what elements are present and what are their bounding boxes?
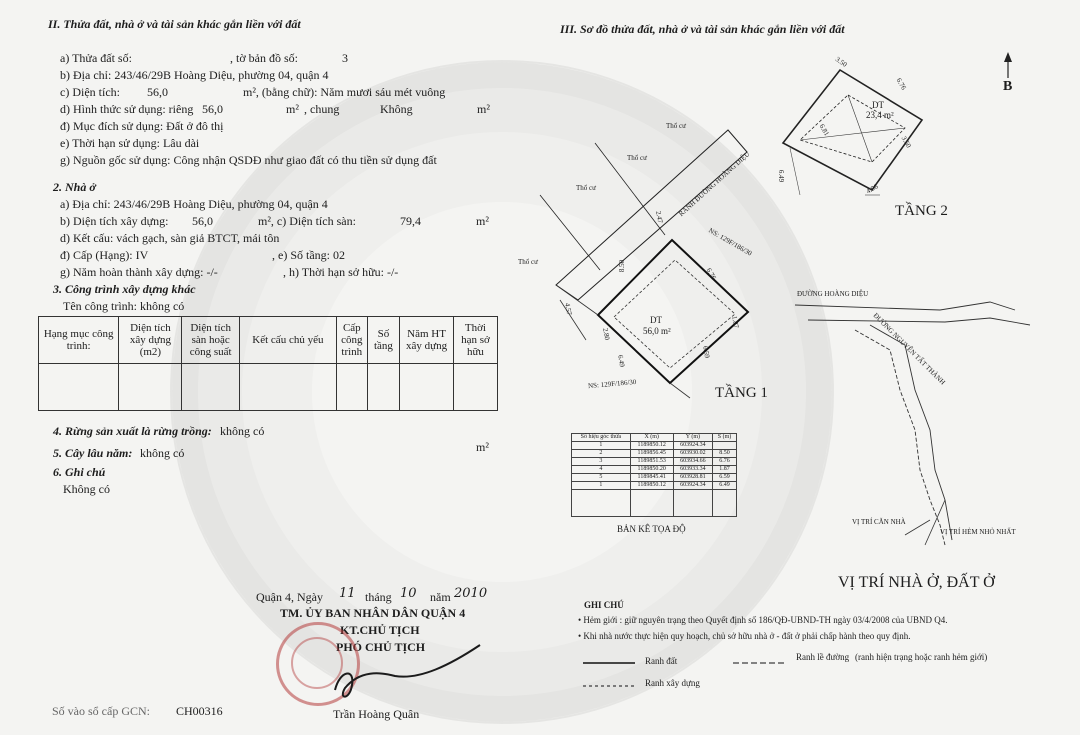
notes-heading: 6. Ghi chú xyxy=(53,465,106,479)
coords-header-cell: X (m) xyxy=(630,434,673,442)
coords-cell: 603928.81 xyxy=(673,474,712,482)
coords-cell: 8.50 xyxy=(713,450,737,458)
date-month: 10 xyxy=(400,586,417,601)
usage-form-shared: , chung xyxy=(304,102,340,116)
legend-ranh-le-note: (ranh hiện trạng hoặc ranh hẻm giới) xyxy=(855,652,988,662)
ns-top: NS: 129F/186/30 xyxy=(707,226,754,258)
authority-line: TM. ỦY BAN NHÂN DÂN QUẬN 4 xyxy=(280,606,466,620)
coords-cell: 3 xyxy=(572,458,631,466)
forest-value: không có xyxy=(220,424,265,438)
parcel-number-label: a) Thửa đất số: xyxy=(60,51,132,65)
floor-area-label: m², c) Diện tích sàn: xyxy=(258,214,356,228)
col-grade: Cấp công trình xyxy=(336,317,367,364)
structure: d) Kết cấu: vách gạch, sàn giả BTCT, mái tôn xyxy=(60,231,280,245)
dim-659: 6.59 xyxy=(701,345,712,359)
parcel-area-words: m², (bằng chữ): Năm mươi sáu mét vuông xyxy=(243,85,446,99)
coords-cell: 1189851.53 xyxy=(630,458,673,466)
floor1-dt: DT xyxy=(650,315,662,325)
coords-cell: 6.76 xyxy=(713,458,737,466)
coords-header-cell: Y (m) xyxy=(673,434,712,442)
coords-cell: 4 xyxy=(572,466,631,474)
date-prefix: Quận 4, Ngày xyxy=(256,590,323,604)
location-title: VỊ TRÍ NHÀ Ở, ĐẤT Ở xyxy=(838,574,995,591)
registry-label: Số vào sổ cấp GCN: xyxy=(52,704,150,718)
legend-ranh-xd: Ranh xây dựng xyxy=(645,678,700,688)
floor1-label: TẦNG 1 xyxy=(715,385,768,401)
ns-bottom: NS: 129F/186/30 xyxy=(587,377,637,391)
coords-cell: 603933.34 xyxy=(673,466,712,474)
coords-row xyxy=(572,442,737,450)
coords-row xyxy=(572,474,737,482)
coords-header-row xyxy=(572,434,737,442)
loc-house-label: VỊ TRÍ CĂN NHÀ xyxy=(852,518,906,526)
usage-form-value: 56,0 xyxy=(202,102,223,116)
month-label: tháng xyxy=(365,590,392,604)
col-structure: Kết cấu chủ yếu xyxy=(239,317,336,364)
col-item: Hạng mục công trình: xyxy=(39,317,119,364)
date-day: 11 xyxy=(339,586,356,601)
dim-f2-right: 6.76 xyxy=(894,76,908,92)
loc-lane2-label: VỊ TRÍ HẺM NHỎ NHẤT xyxy=(940,528,1016,536)
tho-cu-3: Thổ cư xyxy=(576,184,596,192)
dim-850: 8.50 xyxy=(618,259,627,273)
parcel-address: b) Địa chỉ: 243/46/29B Hoàng Diệu, phường 04, quận 4 xyxy=(60,68,329,82)
dim-f2-top: 3.50 xyxy=(833,55,849,69)
parcel-area-value: 56,0 xyxy=(147,85,168,99)
coords-title: BẢN KÊ TỌA ĐỘ xyxy=(617,524,686,534)
registry-number: CH00316 xyxy=(176,704,223,718)
coords-cell: 6.59 xyxy=(713,474,737,482)
usage-term: e) Thời hạn sử dụng: Lâu dài xyxy=(60,136,200,150)
diagram-heading: III. Sơ đồ thửa đất, nhà ở và tài sản khác gắn liền với đất xyxy=(560,22,845,36)
floor2-label: TẦNG 2 xyxy=(895,203,948,219)
authority-title: KT.CHỦ TỊCH xyxy=(340,623,420,637)
ownership-term: , h) Thời hạn sở hữu: -/- xyxy=(283,265,399,279)
coords-cell: 6.49 xyxy=(713,482,737,490)
other-works-heading: 3. Công trình xây dựng khác xyxy=(53,282,196,296)
coords-cell: 1 xyxy=(572,442,631,450)
usage-form-shared-unit: m² xyxy=(477,102,490,116)
floor1-area: 56,0 m² xyxy=(643,326,671,336)
perennial-value: không có xyxy=(140,446,185,460)
coords-cell: 603924.34 xyxy=(673,482,712,490)
parcel-area-label: c) Diện tích: xyxy=(60,85,120,99)
floors: , e) Số tầng: 02 xyxy=(272,248,345,262)
house-address: a) Địa chỉ: 243/46/29B Hoàng Diệu, phường 04, quận 4 xyxy=(60,197,328,211)
legend-note2: • Khi nhà nước thực hiện quy hoạch, chủ sở hữu nhà ở - đất ở phải chấp hành theo quy định. xyxy=(578,631,911,641)
perennial-label: 5. Cây lâu năm: xyxy=(53,446,133,460)
coords-cell: 603934.66 xyxy=(673,458,712,466)
coords-header-cell: S (m) xyxy=(713,434,737,442)
coords-cell: 603924.34 xyxy=(673,442,712,450)
legend-heading: GHI CHÚ xyxy=(584,600,624,610)
usage-purpose: đ) Mục đích sử dụng: Đất ở đô thị xyxy=(60,119,224,133)
build-area-label: b) Diện tích xây dựng: xyxy=(60,214,169,228)
coords-cell: 1189850.20 xyxy=(630,466,673,474)
col-build-area: Diện tích xây dựng (m2) xyxy=(119,317,182,364)
legend-ranh-le: Ranh lề đường xyxy=(796,652,850,662)
north-letter: B xyxy=(1003,79,1013,94)
build-area-value: 56,0 xyxy=(192,214,213,228)
road-label: RANH ĐƯỜNG HOÀNG DIỆU xyxy=(677,150,752,218)
location-lane xyxy=(855,330,945,545)
legend-note1: • Hẻm giới : giữ nguyên trạng theo Quyết định số 186/QĐ-UBND-TH ngày 03/4/2008 của UBND Q4. xyxy=(578,615,948,625)
coords-cell xyxy=(713,442,737,450)
col-floors: Số tầng xyxy=(367,317,400,364)
coords-cell: 1189850.12 xyxy=(630,482,673,490)
legend-ranh-dat: Ranh đất xyxy=(645,656,678,666)
loc-road-label: ĐƯỜNG HOÀNG DIỆU xyxy=(797,290,869,298)
dim-f2-inner: 6.81 xyxy=(817,122,831,138)
coords-header-cell: Số hiệu góc thửa xyxy=(572,434,631,442)
coords-cell: 603930.02 xyxy=(673,450,712,458)
map-sheet-label: , tờ bản đồ số: xyxy=(230,51,299,65)
coords-cell: 2 xyxy=(572,450,631,458)
coords-row xyxy=(572,458,737,466)
section2-heading: II. Thửa đất, nhà ở và tài sản khác gắn liền với đất xyxy=(48,17,301,31)
tho-cu-4: Thổ cư xyxy=(518,258,538,266)
coords-cell: 5 xyxy=(572,474,631,482)
usage-form-unit: m² xyxy=(286,102,299,116)
coords-cell: 1189850.12 xyxy=(630,442,673,450)
year-label: năm xyxy=(430,590,451,604)
floor-area-value: 79,4 xyxy=(400,214,421,228)
date-year: 2010 xyxy=(454,586,488,601)
dim-f2-bottom: 4.96 xyxy=(864,182,880,196)
coords-cell: 1189845.41 xyxy=(630,474,673,482)
signer-name: Trần Hoàng Quân xyxy=(333,707,420,721)
forest-label: 4. Rừng sản xuất là rừng trồng: xyxy=(53,424,212,438)
map-sheet-value: 3 xyxy=(342,51,348,65)
grade: đ) Cấp (Hạng): IV xyxy=(60,248,149,262)
floor-area-unit: m² xyxy=(476,214,489,228)
other-works-name: Tên công trình: không có xyxy=(63,299,185,313)
tho-cu-2: Thổ cư xyxy=(627,154,647,162)
coords-row xyxy=(572,450,737,458)
completion-year: g) Năm hoàn thành xây dựng: -/- xyxy=(60,265,218,279)
coords-row xyxy=(572,482,737,490)
authority-subtitle: PHÓ CHỦ TỊCH xyxy=(336,640,426,654)
notes-value: Không có xyxy=(63,482,110,496)
forest-unit: m² xyxy=(476,440,489,454)
coords-table xyxy=(571,433,737,517)
loc-lane-label: ĐƯỜNG NGUYỄN TẤT THÀNH xyxy=(871,311,947,387)
dim-457: 4.57 xyxy=(563,302,574,316)
location-road xyxy=(795,302,1015,310)
coords-cell: 1 xyxy=(572,482,631,490)
coords-cell: 1189856.45 xyxy=(630,450,673,458)
usage-form-shared-value: Không xyxy=(380,102,413,116)
col-term: Thời hạn sở hữu xyxy=(453,317,497,364)
dim-649: 6.49 xyxy=(616,354,627,368)
col-floor-area: Diện tích sàn hoặc công suất xyxy=(182,317,239,364)
floor2-area: 23,4 m² xyxy=(866,110,894,120)
dim-f2-left: 6.49 xyxy=(777,169,786,183)
coords-row xyxy=(572,466,737,474)
dim-676: 6.76 xyxy=(704,266,718,282)
tho-cu-1: Thổ cư xyxy=(666,122,686,130)
dim-280: 2.80 xyxy=(601,327,612,341)
coords-cell: 1.87 xyxy=(713,466,737,474)
usage-form-label: d) Hình thức sử dụng: riêng xyxy=(60,102,194,116)
dim-247: 2.47 xyxy=(654,210,665,224)
road-band xyxy=(556,130,747,300)
dim-f2-side: 3.50 xyxy=(899,134,913,150)
col-year: Năm HT xây dựng xyxy=(400,317,454,364)
usage-origin: g) Nguồn gốc sử dụng: Công nhận QSDĐ như giao đất có thu tiền sử dụng đất xyxy=(60,153,437,167)
house-heading: 2. Nhà ở xyxy=(53,180,96,194)
floor2-dt: DT xyxy=(872,100,884,110)
dim-187: 1.87 xyxy=(730,315,741,329)
